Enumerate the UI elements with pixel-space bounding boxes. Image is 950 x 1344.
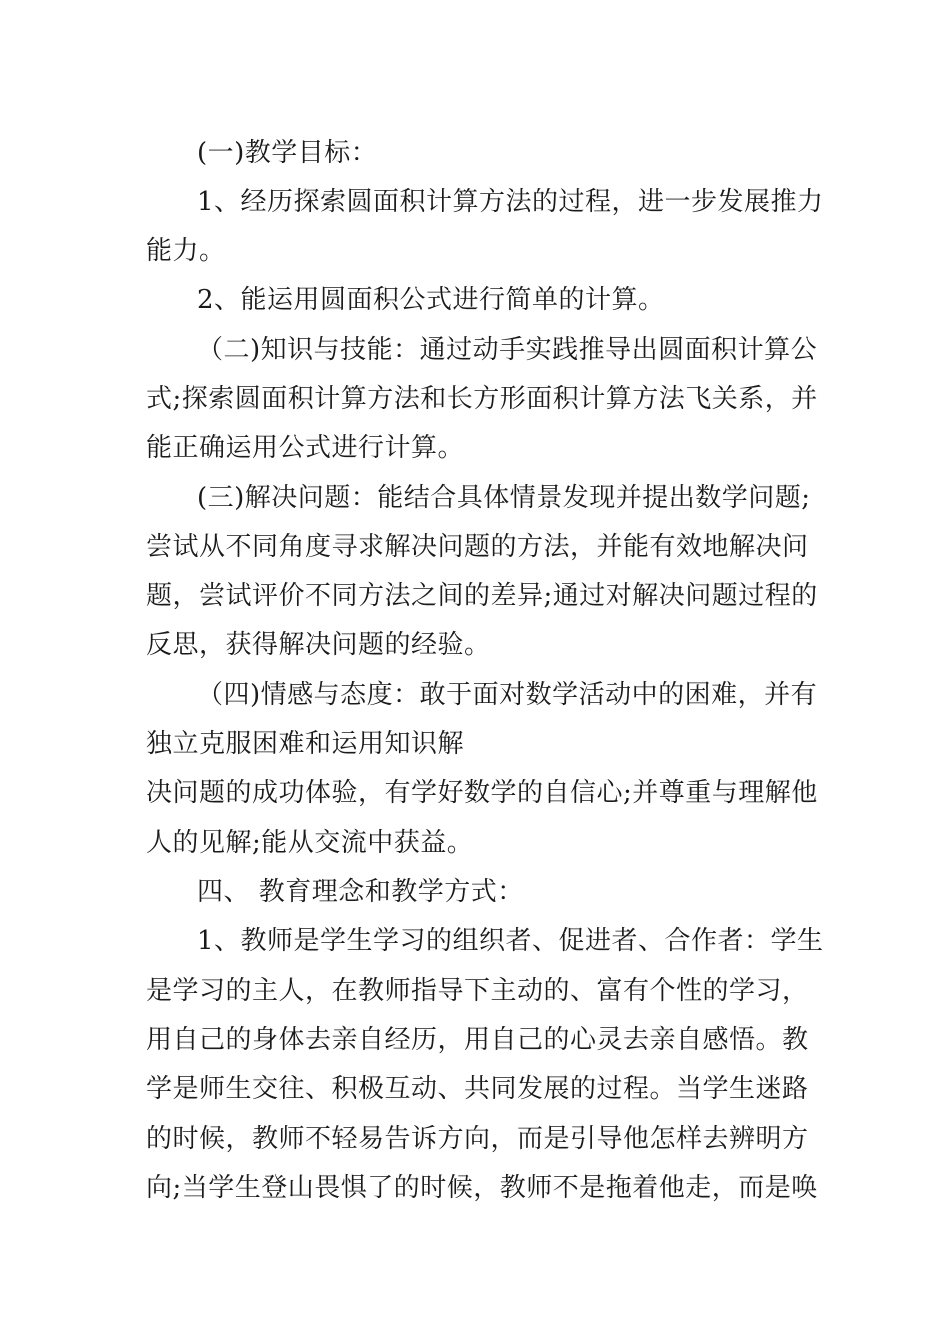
paragraph-line: 用自己的身体去亲自经历，用自己的心灵去亲自感悟。教 [146,1025,809,1055]
paragraph-line: 的时候，教师不轻易告诉方向，而是引导他怎样去辨明方 [146,1124,809,1154]
section-heading-education-philosophy: 四、 教育理念和教学方式： [197,877,524,907]
paragraph-line: 决问题的成功体验，有学好数学的自信心;并尊重与理解他 [146,778,818,808]
paragraph-line: 题，尝试评价不同方法之间的差异;通过对解决问题过程的 [146,581,818,611]
section-heading-teaching-goals: (一)教学目标： [197,138,378,168]
paragraph-line: 能力。 [146,236,226,266]
paragraph-line: 1、教师是学生学习的组织者、促进者、合作者：学生 [197,926,824,956]
paragraph-line: 独立克服困难和运用知识解 [146,729,465,759]
paragraph-line: 能正确运用公式进行计算。 [146,433,465,463]
paragraph-line: 向;当学生登山畏惧了的时候，教师不是拖着他走，而是唤 [146,1173,818,1203]
paragraph-line: (三)解决问题：能结合具体情景发现并提出数学问题; [197,483,811,513]
paragraph-line: （四)情感与态度：敢于面对数学活动中的困难，并有 [197,680,818,710]
paragraph-line: 尝试从不同角度寻求解决问题的方法，并能有效地解决问 [146,532,809,562]
paragraph-line: 学是师生交往、积极互动、共同发展的过程。当学生迷路 [146,1074,809,1104]
paragraph-line: 人的见解;能从交流中获益。 [146,828,474,858]
paragraph-line: （二)知识与技能：通过动手实践推导出圆面积计算公 [197,335,818,365]
paragraph-line: 1、经历探索圆面积计算方法的过程，进一步发展推力 [197,187,824,217]
paragraph-line: 2、能运用圆面积公式进行简单的计算。 [197,285,665,315]
paragraph-line: 式;探索圆面积计算方法和长方形面积计算方法飞关系，并 [146,384,818,414]
paragraph-line: 反思，获得解决问题的经验。 [146,630,491,660]
paragraph-line: 是学习的主人，在教师指导下主动的、富有个性的学习， [146,976,809,1006]
